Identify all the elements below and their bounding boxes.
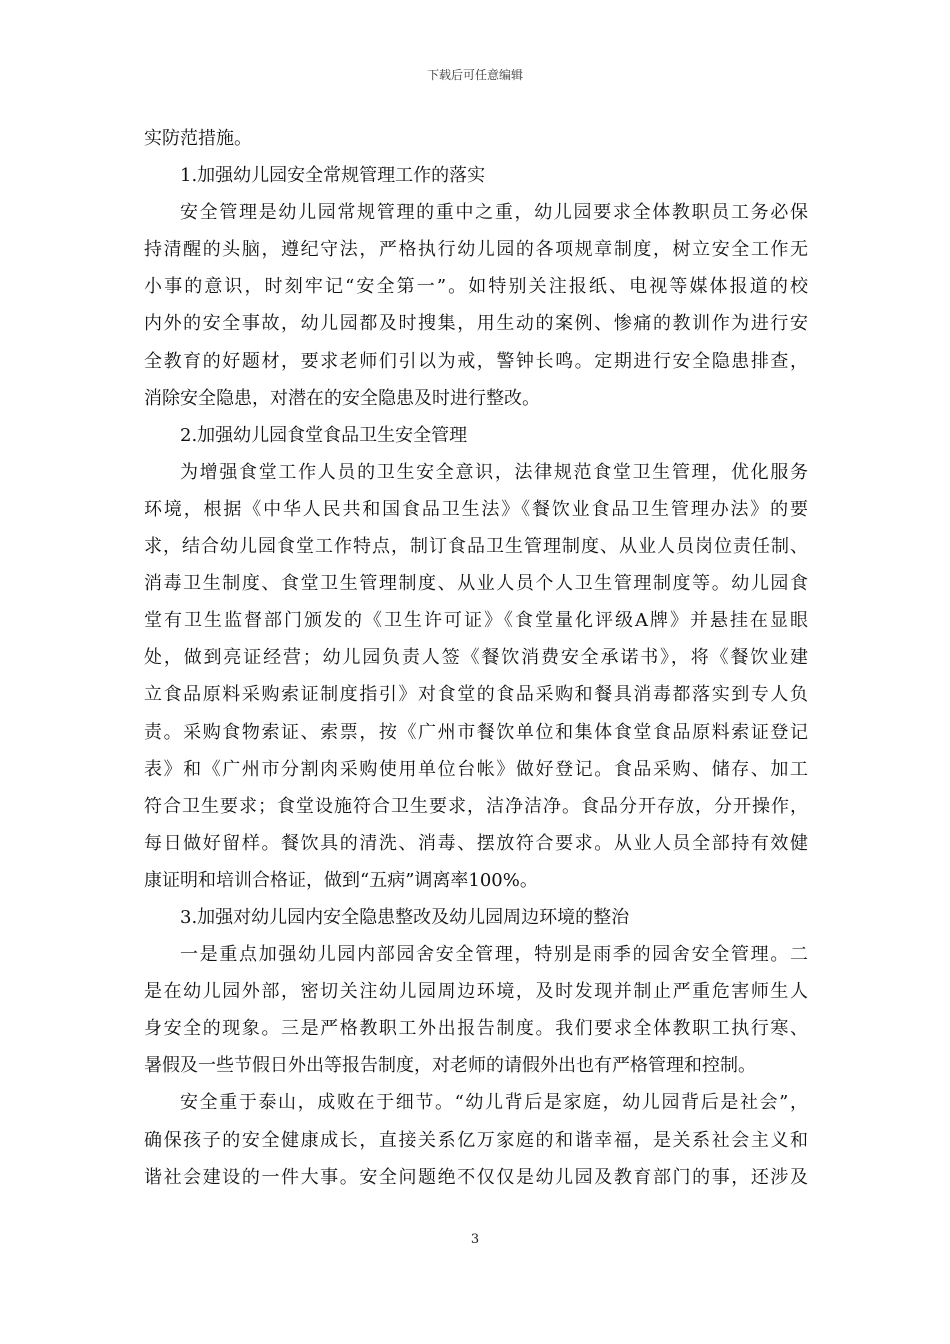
section-heading: 3.加强对幼儿园内安全隐患整改及幼儿园周边环境的整治 xyxy=(180,906,630,928)
paragraph-line: 暑假及一些节假日外出等报告制度，对老师的请假外出也有严格管理和控制。 xyxy=(144,1055,756,1077)
paragraph-line: 为增强食堂工作人员的卫生安全意识，法律规范食堂卫生管理，优化服务 xyxy=(180,461,808,483)
paragraph-line: 堂有卫生监督部门颁发的《卫生许可证》《食堂量化评级A牌》并悬挂在显眼 xyxy=(144,610,808,632)
paragraph-line: 实防范措施。 xyxy=(144,128,252,149)
paragraph-line: 全教育的好题材，要求老师们引以为戒，警钟长鸣。定期进行安全隐患排查， xyxy=(144,350,808,372)
page-header: 下载后可任意编辑 xyxy=(426,68,523,82)
paragraph-line: 求，结合幼儿园食堂工作特点，制订食品卫生管理制度、从业人员岗位责任制、 xyxy=(144,536,808,558)
paragraph-line: 消毒卫生制度、食堂卫生管理制度、从业人员个人卫生管理制度等。幼儿园食 xyxy=(144,573,808,595)
section-heading: 2.加强幼儿园食堂食品卫生安全管理 xyxy=(180,424,468,446)
paragraph-line: 安全管理是幼儿园常规管理的重中之重，幼儿园要求全体教职员工务必保 xyxy=(180,202,808,224)
paragraph-line: 康证明和培训合格证，做到“五病”调离率100%。 xyxy=(144,869,538,891)
paragraph-line: 安全重于泰山，成败在于细节。“幼儿背后是家庭，幼儿园背后是社会”， xyxy=(180,1092,808,1114)
paragraph-line: 是在幼儿园外部，密切关注幼儿园周边环境，及时发现并制止严重危害师生人 xyxy=(144,981,808,1003)
paragraph-line: 处，做到亮证经营；幼儿园负责人签《餐饮消费安全承诺书》，将《餐饮业建 xyxy=(144,647,808,669)
section-heading: 1.加强幼儿园安全常规管理工作的落实 xyxy=(180,165,486,187)
paragraph-line: 小事的意识，时刻牢记“安全第一”。如特别关注报纸、电视等媒体报道的校 xyxy=(144,276,808,298)
paragraph-line: 消除安全隐患，对潜在的安全隐患及时进行整改。 xyxy=(144,387,540,409)
paragraph-line: 一是重点加强幼儿园内部园舍安全管理，特别是雨季的园舍安全管理。二 xyxy=(180,944,808,966)
paragraph-line: 环境，根据《中华人民共和国食品卫生法》《餐饮业食品卫生管理办法》的要 xyxy=(144,498,808,520)
paragraph-line: 确保孩子的安全健康成长，直接关系亿万家庭的和谐幸福，是关系社会主义和 xyxy=(144,1129,808,1151)
paragraph-line: 持清醒的头脑，遵纪守法，严格执行幼儿园的各项规章制度，树立安全工作无 xyxy=(144,239,808,261)
paragraph-line: 符合卫生要求；食堂设施符合卫生要求，洁净洁净。食品分开存放，分开操作， xyxy=(144,795,808,817)
paragraph-line: 身安全的现象。三是严格教职工外出报告制度。我们要求全体教职工执行寒、 xyxy=(144,1018,808,1040)
paragraph-line: 每日做好留样。餐饮具的清洗、消毒、摆放符合要求。从业人员全部持有效健 xyxy=(144,832,808,854)
page-number: 3 xyxy=(470,1232,480,1247)
document-body xyxy=(144,120,808,1196)
paragraph-line: 谐社会建设的一件大事。安全问题绝不仅仅是幼儿园及教育部门的事，还涉及 xyxy=(144,1166,808,1188)
paragraph-line: 立食品原料采购索证制度指引》对食堂的食品采购和餐具消毒都落实到专人负 xyxy=(144,684,808,706)
paragraph-line: 责。采购食物索证、索票，按《广州市餐饮单位和集体食堂食品原料索证登记 xyxy=(144,721,808,743)
paragraph-line: 内外的安全事故，幼儿园都及时搜集，用生动的案例、惨痛的教训作为进行安 xyxy=(144,313,808,335)
paragraph-line: 表》和《广州市分割肉采购使用单位台帐》做好登记。食品采购、储存、加工 xyxy=(144,758,808,780)
